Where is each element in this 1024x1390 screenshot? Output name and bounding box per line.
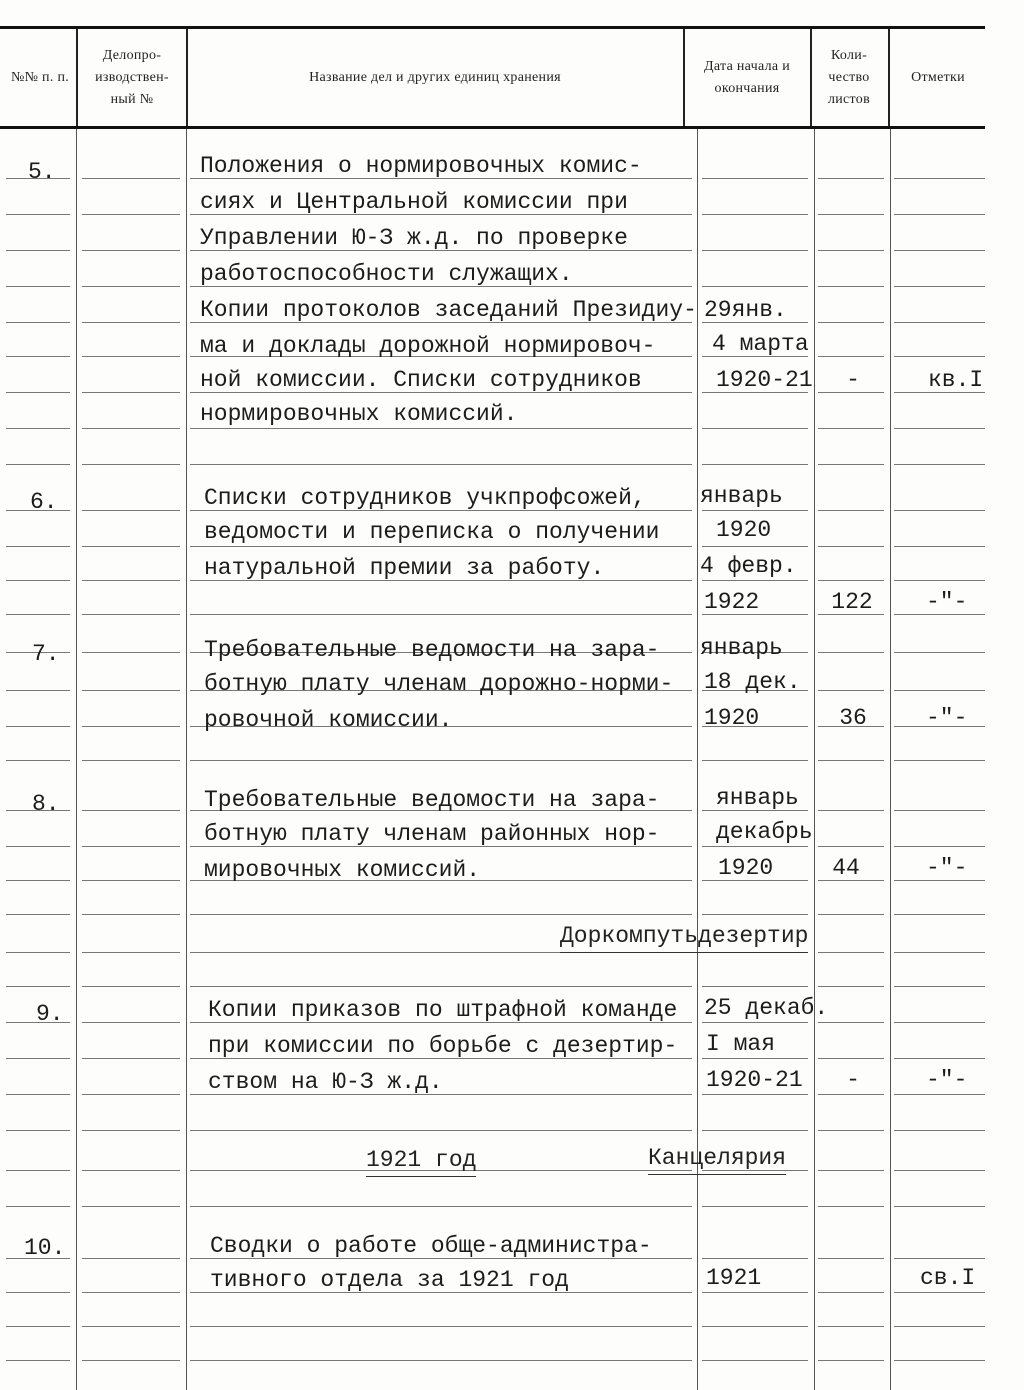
entry-date: январь bbox=[700, 635, 783, 661]
entry-sheets: 36 bbox=[839, 705, 867, 731]
header-divider bbox=[76, 29, 78, 126]
entry-title-line: ровочной комиссии. bbox=[204, 707, 453, 733]
entry-date: 25 декаб. bbox=[704, 995, 829, 1021]
ruled-line bbox=[82, 614, 180, 615]
ruled-line bbox=[818, 464, 884, 465]
ruled-line bbox=[82, 1170, 180, 1171]
ruled-line bbox=[6, 286, 70, 287]
ruled-line bbox=[818, 178, 884, 179]
ruled-line bbox=[818, 356, 884, 357]
ruled-line bbox=[894, 356, 985, 357]
entry-title-line: Копии протоколов заседаний Президиу- bbox=[200, 297, 697, 323]
ruled-line bbox=[894, 286, 985, 287]
entry-title-line: работоспособности служащих. bbox=[200, 261, 573, 287]
entry-date: 1922 bbox=[704, 589, 760, 615]
entry-number: 8. bbox=[32, 791, 60, 817]
entry-title-line: тивного отдела за 1921 год bbox=[210, 1267, 569, 1293]
entry-notes: -"- bbox=[926, 589, 968, 615]
ruled-line bbox=[82, 1130, 180, 1131]
ruled-line bbox=[818, 1170, 884, 1171]
ruled-line bbox=[818, 1058, 884, 1059]
ruled-line bbox=[190, 914, 692, 915]
column-rule bbox=[186, 129, 187, 1390]
ruled-line bbox=[702, 580, 808, 581]
ruled-line bbox=[702, 1258, 808, 1259]
ruled-line bbox=[818, 952, 884, 953]
ruled-line bbox=[894, 690, 985, 691]
entry-title-line: Положения о нормировочных комис- bbox=[200, 153, 642, 179]
entry-title-line: ведомости и переписка о получении bbox=[204, 519, 660, 545]
entry-title-line: ной комиссии. Списки сотрудников bbox=[200, 367, 642, 393]
ruled-line bbox=[818, 652, 884, 653]
header-sheets: Коли- чество листов bbox=[827, 48, 871, 107]
entry-title-line: Копии приказов по штрафной команде bbox=[208, 997, 678, 1023]
ruled-line bbox=[82, 214, 180, 215]
entry-date: 1920 bbox=[716, 517, 772, 543]
header-case-number: Делопро- изводствен- ный № bbox=[95, 48, 169, 107]
header-divider bbox=[186, 29, 188, 126]
entry-title-line: натуральной премии за работу. bbox=[204, 555, 605, 581]
ruled-line bbox=[818, 510, 884, 511]
ruled-line bbox=[82, 1094, 180, 1095]
header-top-rule bbox=[0, 26, 985, 29]
entry-notes: кв.I bbox=[928, 367, 984, 393]
ruled-line bbox=[818, 322, 884, 323]
ruled-line bbox=[894, 1360, 985, 1361]
ruled-line bbox=[818, 1094, 884, 1095]
header-notes: Отметки bbox=[911, 70, 965, 85]
ruled-line bbox=[818, 214, 884, 215]
ruled-line bbox=[894, 464, 985, 465]
ruled-line bbox=[894, 250, 985, 251]
ruled-line bbox=[82, 464, 180, 465]
header-divider bbox=[683, 29, 685, 126]
ruled-line bbox=[82, 1360, 180, 1361]
ruled-line bbox=[190, 546, 692, 547]
entry-sheets: 122 bbox=[831, 589, 873, 615]
ruled-line bbox=[82, 580, 180, 581]
entry-title-line: Требовательные ведомости на зара- bbox=[204, 637, 660, 663]
ruled-line bbox=[894, 1258, 985, 1259]
ruled-line bbox=[702, 760, 808, 761]
ruled-line bbox=[82, 1206, 180, 1207]
ruled-line bbox=[818, 986, 884, 987]
column-rule bbox=[814, 129, 815, 1390]
ruled-line bbox=[190, 1130, 692, 1131]
ruled-line bbox=[82, 1292, 180, 1293]
ruled-line bbox=[702, 1292, 808, 1293]
ruled-line bbox=[702, 1058, 808, 1059]
ruled-line bbox=[6, 614, 70, 615]
ruled-line bbox=[702, 914, 808, 915]
ruled-line bbox=[6, 914, 70, 915]
ruled-line bbox=[894, 952, 985, 953]
ruled-line bbox=[894, 914, 985, 915]
ruled-line bbox=[190, 1326, 692, 1327]
ruled-line bbox=[818, 846, 884, 847]
ruled-line bbox=[894, 1326, 985, 1327]
ruled-line bbox=[82, 356, 180, 357]
ruled-line bbox=[82, 652, 180, 653]
header-divider bbox=[810, 29, 812, 126]
ruled-line bbox=[6, 322, 70, 323]
entry-date: 1921 bbox=[706, 1265, 762, 1291]
ruled-line bbox=[818, 1258, 884, 1259]
ruled-line bbox=[82, 952, 180, 953]
ruled-line bbox=[6, 1130, 70, 1131]
ruled-line bbox=[82, 690, 180, 691]
entry-title-line: Управлении Ю-З ж.д. по проверке bbox=[200, 225, 628, 251]
ruled-line bbox=[82, 986, 180, 987]
ruled-line bbox=[82, 178, 180, 179]
entry-title-line: мировочных комиссий. bbox=[204, 857, 481, 883]
entry-date: 1920-21 bbox=[706, 1067, 803, 1093]
entry-date: I мая bbox=[706, 1031, 776, 1057]
ruled-line bbox=[894, 214, 985, 215]
header-dates: Дата начала и окончания bbox=[703, 59, 791, 96]
entry-date: 1920 bbox=[704, 705, 760, 731]
ruled-line bbox=[190, 614, 692, 615]
ruled-line bbox=[6, 546, 70, 547]
ruled-line bbox=[6, 356, 70, 357]
ruled-line bbox=[82, 914, 180, 915]
ruled-line bbox=[818, 690, 884, 691]
ruled-line bbox=[818, 1130, 884, 1131]
ruled-line bbox=[702, 1130, 808, 1131]
ruled-line bbox=[82, 726, 180, 727]
ruled-line bbox=[82, 322, 180, 323]
ruled-line bbox=[82, 880, 180, 881]
ruled-line bbox=[818, 428, 884, 429]
ruled-line bbox=[6, 1058, 70, 1059]
ruled-line bbox=[818, 760, 884, 761]
header-number: №№ п. п. bbox=[10, 70, 70, 85]
entry-date: январь bbox=[700, 483, 783, 509]
ruled-line bbox=[82, 1022, 180, 1023]
ruled-line bbox=[702, 1022, 808, 1023]
ruled-line bbox=[6, 760, 70, 761]
entry-date: декабрь bbox=[716, 819, 813, 845]
entry-title-line: при комиссии по борьбе с дезертир- bbox=[208, 1033, 678, 1059]
entry-title-line: нормировочных комиссий. bbox=[200, 401, 518, 427]
entry-sheets: - bbox=[846, 367, 860, 393]
ruled-line bbox=[818, 1206, 884, 1207]
ruled-line bbox=[6, 986, 70, 987]
ruled-line bbox=[702, 1360, 808, 1361]
ruled-line bbox=[702, 1326, 808, 1327]
ruled-line bbox=[6, 1170, 70, 1171]
ruled-line bbox=[818, 810, 884, 811]
entry-number: 6. bbox=[30, 489, 58, 515]
ruled-line bbox=[818, 546, 884, 547]
ruled-line bbox=[702, 986, 808, 987]
ruled-line bbox=[818, 286, 884, 287]
ruled-line bbox=[190, 428, 692, 429]
entry-date: 4 марта bbox=[712, 331, 809, 357]
entry-number: 5. bbox=[28, 159, 56, 185]
ruled-line bbox=[702, 250, 808, 251]
ruled-line bbox=[82, 1326, 180, 1327]
ruled-line bbox=[6, 880, 70, 881]
ruled-line bbox=[82, 546, 180, 547]
ruled-line bbox=[82, 392, 180, 393]
ruled-line bbox=[82, 810, 180, 811]
section-year: 1921 год bbox=[366, 1146, 476, 1177]
ruled-line bbox=[894, 1206, 985, 1207]
entry-title-line: ма и доклады дорожной нормировоч- bbox=[200, 333, 656, 359]
ruled-line bbox=[82, 286, 180, 287]
ruled-line bbox=[818, 250, 884, 251]
ruled-line bbox=[82, 250, 180, 251]
ruled-line bbox=[894, 652, 985, 653]
ruled-line bbox=[82, 846, 180, 847]
entry-date: 29янв. bbox=[704, 297, 787, 323]
ruled-line bbox=[6, 1326, 70, 1327]
ruled-line bbox=[818, 580, 884, 581]
entry-title-line: ботную плату членам районных нор- bbox=[204, 821, 660, 847]
header-title: Название дел и других единиц хранения bbox=[309, 70, 561, 85]
column-rule bbox=[890, 129, 891, 1390]
ruled-line bbox=[894, 178, 985, 179]
ruled-line bbox=[702, 510, 808, 511]
ruled-line bbox=[6, 1206, 70, 1207]
ruled-line bbox=[818, 1292, 884, 1293]
entry-number: 10. bbox=[24, 1235, 66, 1261]
ruled-line bbox=[894, 1170, 985, 1171]
ruled-line bbox=[6, 952, 70, 953]
entry-date: 18 дек. bbox=[704, 669, 801, 695]
entry-notes: -"- bbox=[926, 1067, 968, 1093]
ruled-line bbox=[894, 1292, 985, 1293]
entry-title-line: Списки сотрудников учкпрофсожей, bbox=[204, 485, 646, 511]
ruled-line bbox=[6, 1360, 70, 1361]
entry-date: январь bbox=[716, 785, 799, 811]
ruled-line bbox=[894, 1022, 985, 1023]
entry-number: 7. bbox=[32, 641, 60, 667]
ruled-line bbox=[82, 1058, 180, 1059]
ruled-line bbox=[894, 322, 985, 323]
ruled-line bbox=[894, 1130, 985, 1131]
ruled-line bbox=[6, 580, 70, 581]
ruled-line bbox=[818, 1360, 884, 1361]
entry-title-line: Сводки о работе обще-администра- bbox=[210, 1233, 652, 1259]
ruled-line bbox=[702, 1094, 808, 1095]
entry-date: 1920-21 bbox=[716, 367, 813, 393]
ruled-line bbox=[702, 428, 808, 429]
ruled-line bbox=[190, 760, 692, 761]
ruled-line bbox=[702, 464, 808, 465]
section-heading: Доркомпутьдезертир bbox=[560, 922, 808, 953]
ruled-line bbox=[702, 1206, 808, 1207]
ruled-line bbox=[702, 546, 808, 547]
entry-sheets: 44 bbox=[832, 855, 860, 881]
ruled-line bbox=[702, 178, 808, 179]
ruled-line bbox=[894, 760, 985, 761]
ruled-line bbox=[6, 1292, 70, 1293]
ruled-line bbox=[702, 846, 808, 847]
entry-notes: св.I bbox=[920, 1265, 976, 1291]
column-rule bbox=[697, 129, 698, 1390]
ruled-line bbox=[894, 1058, 985, 1059]
ruled-line bbox=[82, 510, 180, 511]
entry-date: 4 февр. bbox=[700, 553, 797, 579]
entry-title-line: Требовательные ведомости на зара- bbox=[204, 787, 660, 813]
ruled-line bbox=[894, 846, 985, 847]
ruled-line bbox=[82, 760, 180, 761]
ruled-line bbox=[190, 1360, 692, 1361]
entry-notes: -"- bbox=[926, 855, 968, 881]
ruled-line bbox=[894, 1094, 985, 1095]
entry-title-line: ботную плату членам дорожно-норми- bbox=[204, 671, 674, 697]
entry-title-line: сиях и Центральной комиссии при bbox=[200, 189, 628, 215]
ruled-line bbox=[894, 580, 985, 581]
ruled-line bbox=[894, 810, 985, 811]
ruled-line bbox=[6, 464, 70, 465]
ruled-line bbox=[6, 214, 70, 215]
ruled-line bbox=[6, 846, 70, 847]
ruled-line bbox=[6, 690, 70, 691]
header-divider bbox=[888, 29, 890, 126]
ruled-line bbox=[6, 726, 70, 727]
column-rule bbox=[76, 129, 77, 1390]
entry-title-line: ством на Ю-З ж.д. bbox=[208, 1069, 443, 1095]
ruled-line bbox=[818, 1022, 884, 1023]
ruled-line bbox=[894, 510, 985, 511]
ruled-line bbox=[818, 1326, 884, 1327]
ruled-line bbox=[82, 1258, 180, 1259]
ruled-line bbox=[894, 428, 985, 429]
entry-sheets: - bbox=[846, 1067, 860, 1093]
ruled-line bbox=[818, 914, 884, 915]
section-heading: Канцелярия bbox=[648, 1144, 786, 1175]
ruled-line bbox=[6, 428, 70, 429]
entry-notes: -"- bbox=[926, 705, 968, 731]
ruled-line bbox=[190, 464, 692, 465]
entry-number: 9. bbox=[36, 1001, 64, 1027]
ruled-line bbox=[6, 250, 70, 251]
ruled-line bbox=[6, 1094, 70, 1095]
ruled-line bbox=[702, 286, 808, 287]
ruled-line bbox=[190, 1206, 692, 1207]
ruled-line bbox=[894, 986, 985, 987]
ruled-line bbox=[190, 986, 692, 987]
ruled-line bbox=[6, 392, 70, 393]
header-bottom-rule bbox=[0, 126, 985, 129]
ruled-line bbox=[894, 546, 985, 547]
ruled-line bbox=[82, 428, 180, 429]
ruled-line bbox=[702, 214, 808, 215]
entry-date: 1920 bbox=[718, 855, 774, 881]
